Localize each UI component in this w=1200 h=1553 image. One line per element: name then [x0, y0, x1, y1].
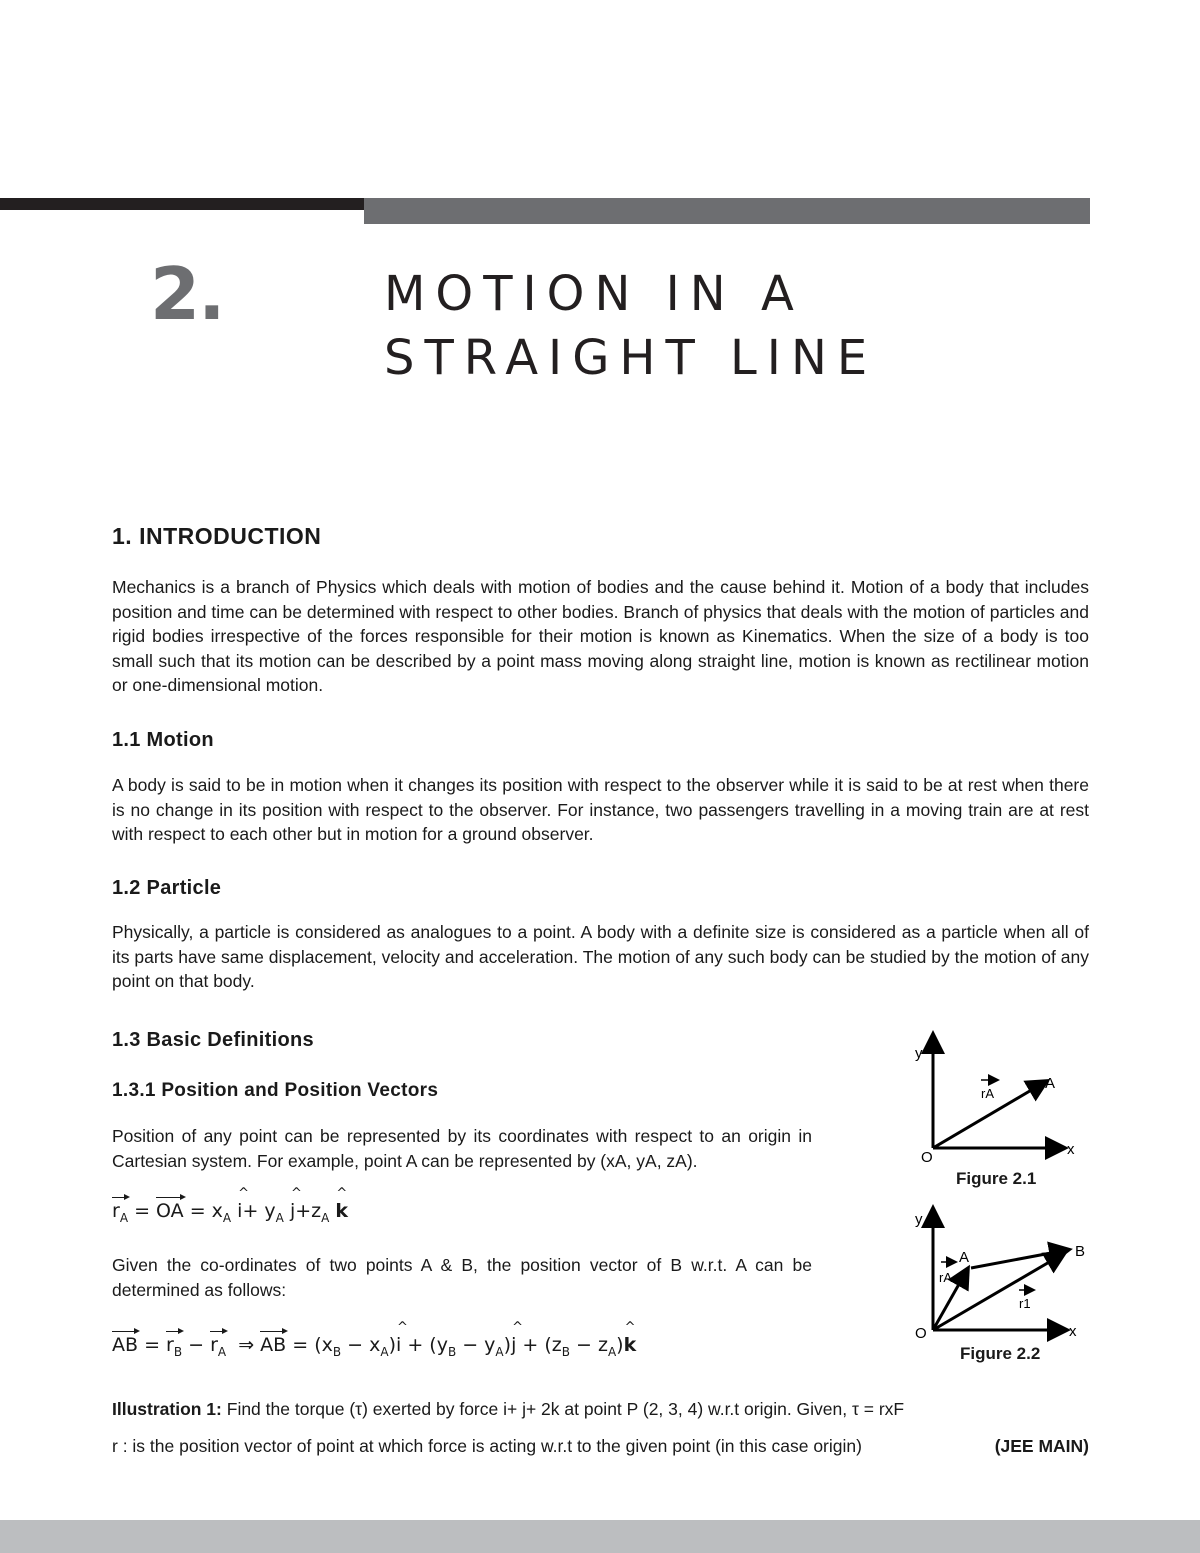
motion-heading: 1.1 Motion — [112, 729, 214, 751]
figure-2-1 — [905, 1030, 1085, 1165]
figure-2-1-caption: Figure 2.1 — [956, 1169, 1037, 1188]
footer-bar — [0, 1520, 1200, 1553]
header-bar-grey — [364, 198, 1090, 224]
fig1-label-ra: rA — [981, 1086, 994, 1101]
illustration-note: r : is the position vector of point at which force is acting w.r.t to the given point (in this case origin) — [112, 1436, 862, 1456]
fig2-label-b: B — [1075, 1243, 1086, 1260]
position-vectors-heading: 1.3.1 Position and Position Vectors — [112, 1080, 439, 1101]
fig2-label-ra: rA — [939, 1270, 952, 1285]
fig1-label-y: y — [915, 1045, 923, 1062]
chapter-title-line2: STRAIGHT LINE — [384, 330, 878, 386]
fig1-label-a: A — [1045, 1075, 1056, 1092]
chapter-title — [384, 262, 877, 390]
particle-paragraph: Physically, a particle is considered as analogues to a point. A body with a definite size is considered as a particle when all of its parts have same displacement, velocity and acceleration. The motion of any such body can be studied by the motion of any point on that body. — [112, 922, 1089, 992]
basic-definitions-heading: 1.3 Basic Definitions — [112, 1029, 314, 1051]
exam-tag: (JEE MAIN) — [994, 1436, 1089, 1456]
figure-2-2-caption: Figure 2.2 — [960, 1344, 1041, 1363]
illustration-line2 — [112, 1436, 1089, 1457]
position-vector-equation: $r_A$ = OA = $x_A$ ^ $i+ y_A$ ^ $j+z_A$ ^ k — [112, 1200, 348, 1225]
header-bar-dark — [0, 198, 364, 210]
intro-paragraph: Mechanics is a branch of Physics which deals with motion of bodies and the cause behind it. Motion of a body that includes position and time can be determined with respect to other bodies. Branch of physics that deals with the motion of particles and rigid bodies irrespective of the forces responsible for their motion is known as Kinematics. When the size of a body is too small such that its motion can be described by a point mass moving along straight line, motion is known as rectilinear motion or one-dimensional motion. — [112, 577, 1089, 696]
particle-heading: 1.2 Particle — [112, 877, 222, 899]
fig2-label-a: A — [959, 1249, 970, 1266]
figure-2-2 — [905, 1202, 1090, 1342]
chapter-title-line1: MOTION IN A — [384, 266, 804, 322]
fig2-vector-rB — [933, 1254, 1063, 1330]
chapter-number: 2. — [150, 252, 224, 336]
fig1-label-o: O — [921, 1149, 933, 1165]
position-paragraph: Position of any point can be represented by its coordinates with respect to an origin in Cartesian system. For example, point A can be represented by (xA, yA, zA). — [112, 1126, 812, 1171]
illustration-line — [112, 1399, 904, 1420]
fig2-label-x: x — [1069, 1323, 1077, 1340]
fig2-label-y: y — [915, 1211, 923, 1228]
intro-heading: 1. INTRODUCTION — [112, 523, 322, 549]
fig2-label-r1: r1 — [1019, 1296, 1031, 1311]
fig2-label-o: O — [915, 1325, 927, 1342]
relative-vector-equation: AB = $r_B - r_A$ ⇒ AB = ($x_B$ − $x_A)\^{}$ $i + (y_B$ − $y_A)\^{}$ $j + (z_B$ − $z_A)\^{}$ k — [112, 1334, 636, 1359]
relative-position-paragraph: Given the co-ordinates of two points A & B, the position vector of B w.r.t. A can be determined as follows: — [112, 1255, 812, 1300]
motion-paragraph: A body is said to be in motion when it changes its position with respect to the observer while it is said to be at rest when there is no change in its position with respect to the observer. For instance, two passengers travelling in a moving train are at rest with respect to each other but in motion for a ground observer. — [112, 775, 1089, 845]
illustration-label: Illustration 1: — [112, 1399, 222, 1419]
illustration-text: Find the torque (τ) exerted by force i+ j+ 2k at point P (2, 3, 4) w.r.t origin. Given, τ = rxF — [226, 1399, 905, 1419]
fig1-label-x: x — [1067, 1141, 1075, 1158]
